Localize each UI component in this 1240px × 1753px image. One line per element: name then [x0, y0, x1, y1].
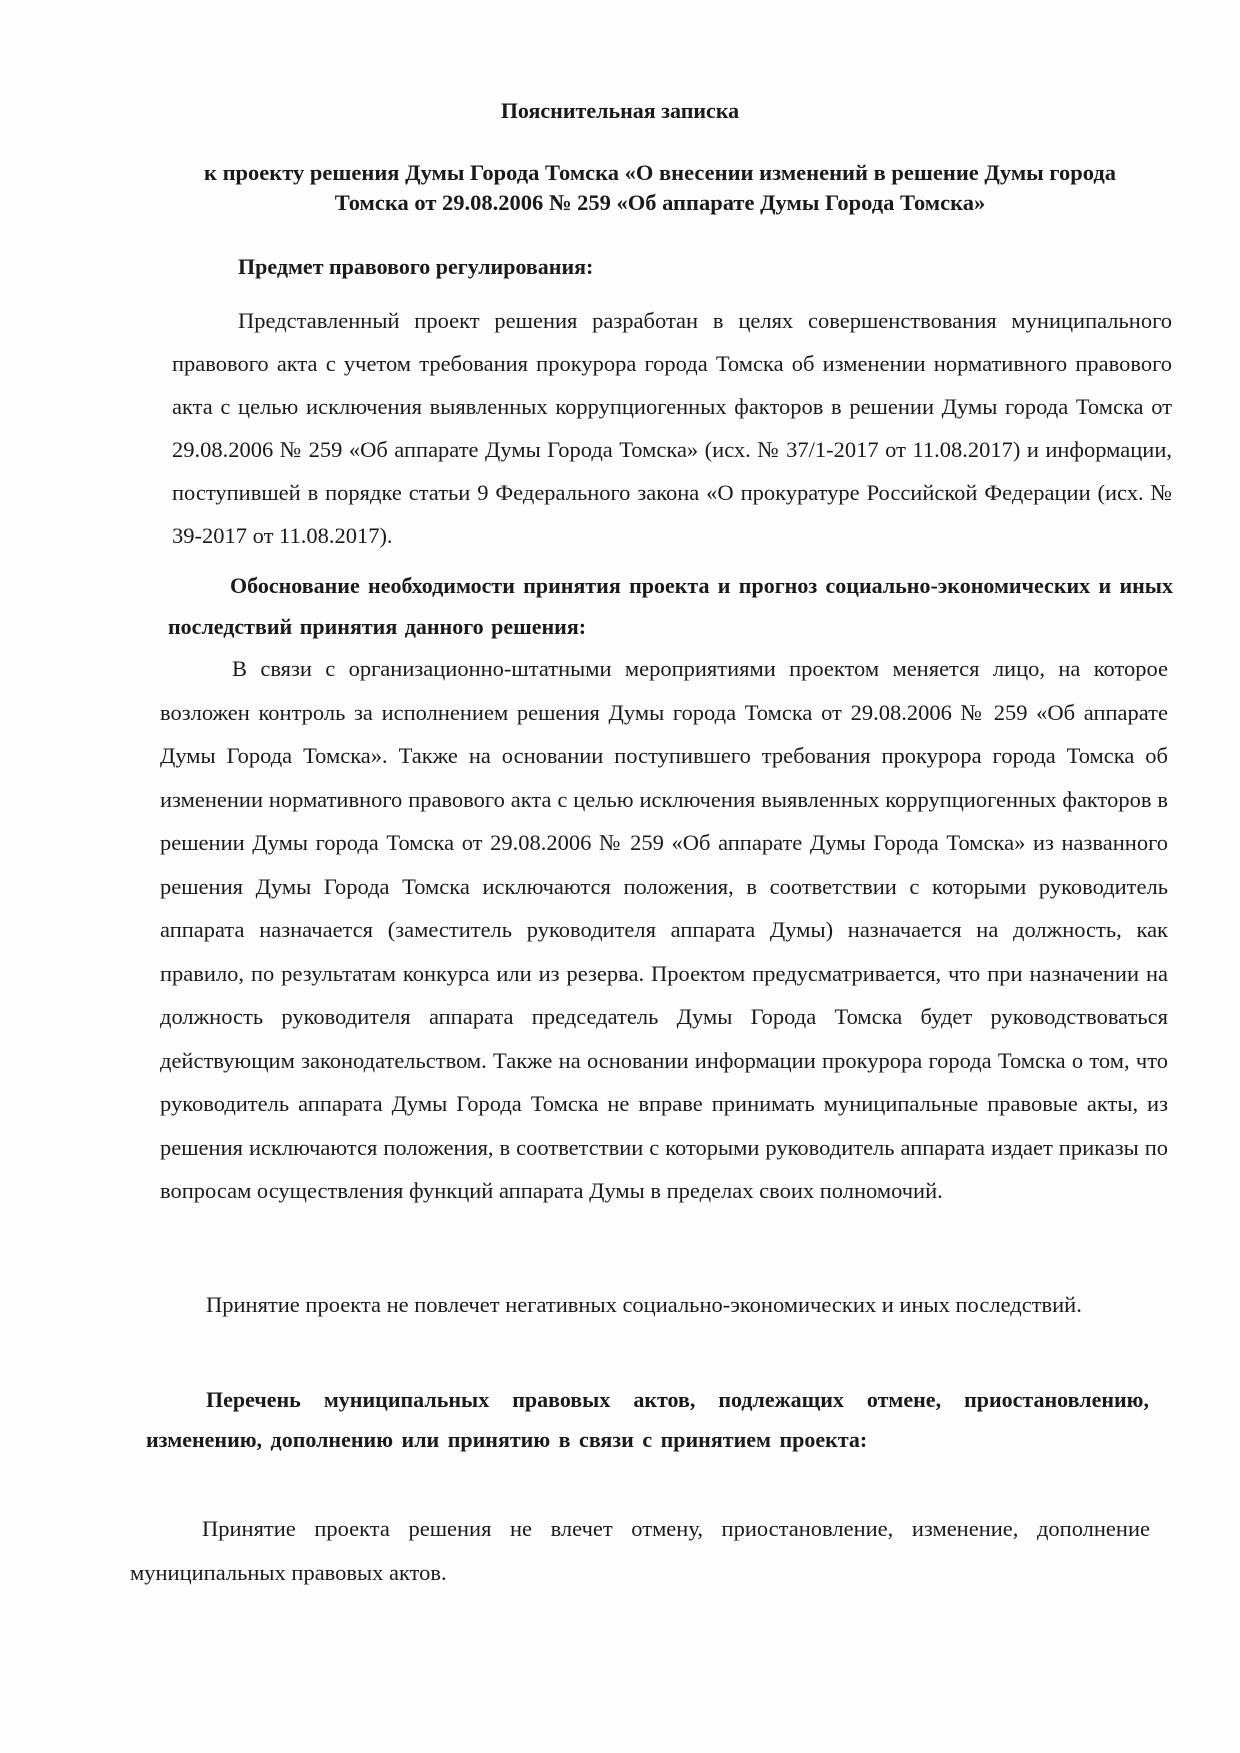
section-heading-rationale: Обоснование необходимости принятия проекта и прогноз социально-экономических и иных последствий принятия данного решения: [168, 573, 1173, 639]
section-heading-subject: Предмет правового регулирования: [238, 254, 594, 279]
section-text-subject: Представленный проект решения разработан в целях совершенствования муниципального правового акта с учетом требования прокурора города Томска об изменении нормативного правового акта с целью исключения выявленных коррупциогенных факторов в решении Думы города Томска от 29.08.2006 № 259 «Об аппарате Думы Города Томска» (исх. № 37/1-2017 от 11.08.2017) и информации, поступившей в порядке статьи 9 Федерального закона «О прокуратуре Российской Федерации (исх. № 39-2017 от 11.08.2017). [172, 308, 1172, 548]
section-text-acts: Принятие проекта решения не влечет отмену, приостановление, изменение, дополнение муниципальных правовых актов. [130, 1516, 1150, 1585]
section-text-rationale: В связи с организационно-штатными мероприятиями проектом меняется лицо, на которое возложен контроль за исполнением решения Думы города Томска от 29.08.2006 № 259 «Об аппарате Думы Города Томска». Также на основании поступившего требования прокурора города Томска об изменении нормативного правового акта с целью исключения выявленных коррупциогенных факторов в решении Думы города Томска от 29.08.2006 № 259 «Об аппарате Думы Города Томска» из названного решения Думы Города Томска исключаются положения, в соответствии с которыми руководитель аппарата назначается (заместитель руководителя аппарата Думы) назначается на должность, как правило, по результатам конкурса или из резерва. Проектом предусматривается, что при назначении на должность руководителя аппарата председатель Думы Города Томска будет руководствоваться действующим законодательством. Также на основании информации прокурора города Томска о том, что руководитель аппарата Думы Города Томска не вправе принимать муниципальные правовые акты, из решения исключаются положения, в соответствии с которыми руководитель аппарата издает приказы по вопросам осуществления функций аппарата Думы в пределах своих полномочий. [160, 656, 1168, 1203]
section-text-consequences: Принятие проекта не повлечет негативных социально-экономических и иных последствий. [206, 1292, 1082, 1317]
document-title: Пояснительная записка [500, 98, 740, 123]
document-subtitle: к проекту решения Думы Города Томска «О внесении изменений в решение Думы города Томска от 29.08.2006 № 259 «Об аппарате Думы Города Томска» [203, 160, 1117, 215]
section-heading-acts: Перечень муниципальных правовых актов, подлежащих отмене, приостановлению, изменению, дополнению или принятию в связи с принятием проекта: [146, 1387, 1149, 1452]
